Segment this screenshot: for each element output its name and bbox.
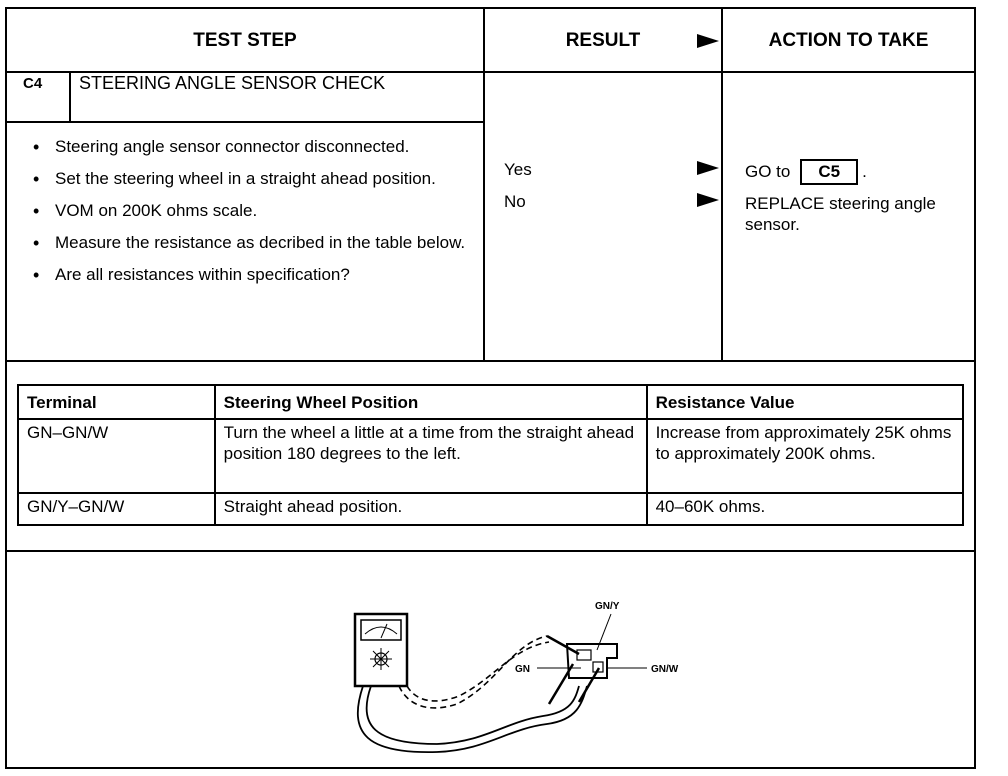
label-gn: GN [515, 664, 530, 675]
action-yes-step-box: C5 [800, 159, 858, 185]
table-row [18, 493, 963, 525]
ohmmeter-icon [355, 614, 407, 686]
cell-position: Turn the wheel a little at a time from the straight ahead position 180 degrees to the left. [215, 419, 647, 493]
label-gnw: GN/W [651, 664, 679, 675]
section-divider-2 [7, 550, 974, 552]
test-step-item: • Are all resistances within specification? [29, 265, 469, 285]
vom-connection-diagram [7, 554, 974, 767]
header-action: ACTION TO TAKE [768, 30, 929, 51]
divider-test-result [483, 9, 485, 360]
test-step-list [29, 137, 469, 297]
step-code: C4 [23, 75, 43, 92]
cell-terminal: GN/Y–GN/W [18, 493, 215, 525]
column-header-position: Steering Wheel Position [215, 385, 647, 419]
cell-resistance: 40–60K ohms. [647, 493, 963, 525]
divider-result-action [721, 9, 723, 360]
header-arrow-icon [697, 34, 719, 48]
test-step-item: • Set the steering wheel in a straight ahead position. [29, 169, 469, 189]
header-result: RESULT [565, 30, 641, 51]
action-no: REPLACE steering angle sensor. [745, 194, 936, 234]
result-no: No [504, 192, 526, 211]
result-no-arrow-icon [697, 193, 719, 207]
step-title-divider [7, 121, 483, 123]
action-yes-prefix: GO to [745, 162, 791, 181]
header-test-step: TEST STEP [193, 30, 297, 51]
test-step-item: • Steering angle sensor connector disconnected. [29, 137, 469, 157]
column-header-resistance: Resistance Value [647, 385, 963, 419]
step-code-divider [69, 71, 71, 123]
table-header-row [18, 385, 963, 419]
step-title: STEERING ANGLE SENSOR CHECK [79, 73, 386, 93]
cell-resistance: Increase from approximately 25K ohms to approximately 200K ohms. [647, 419, 963, 493]
label-gny: GN/Y [595, 601, 620, 612]
cell-terminal: GN–GN/W [18, 419, 215, 493]
diagnostic-chart-frame [5, 7, 976, 769]
table-row [18, 419, 963, 493]
action-yes-suffix: . [862, 162, 867, 181]
resistance-spec-table [17, 384, 964, 526]
result-yes: Yes [504, 160, 532, 179]
action-yes [745, 159, 867, 185]
result-yes-arrow-icon [697, 161, 719, 175]
steering-angle-sensor-connector-icon [547, 636, 617, 704]
cell-position: Straight ahead position. [215, 493, 647, 525]
test-step-item: • Measure the resistance as decribed in the table below. [29, 233, 469, 253]
column-header-terminal: Terminal [18, 385, 215, 419]
section-divider-1 [7, 360, 974, 362]
test-step-item: • VOM on 200K ohms scale. [29, 201, 469, 221]
